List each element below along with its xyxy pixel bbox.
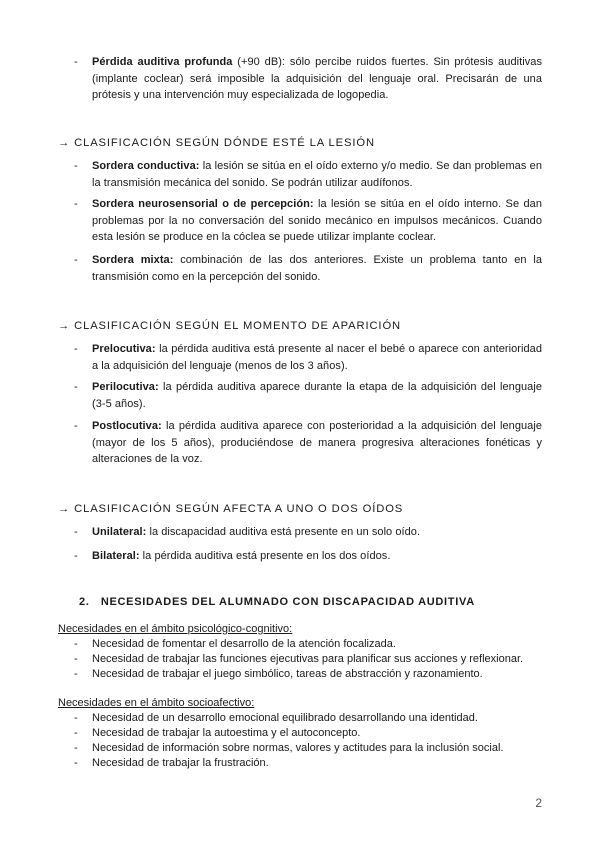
paragraph xyxy=(92,341,542,374)
paragraph xyxy=(92,196,542,246)
description: la pérdida auditiva está presente al nacer el bebé o aparece con anterioridad a la adquisición del lenguaje (menos de los 3 años). xyxy=(92,343,542,372)
paragraph xyxy=(92,158,542,191)
bullet-dash: - xyxy=(74,56,78,68)
bullet-dash: - xyxy=(74,727,78,739)
paragraph xyxy=(92,379,542,412)
bullet-dash: - xyxy=(74,198,78,210)
bullet-dash: - xyxy=(74,742,78,754)
section-heading-lesion: → CLASIFICACIÓN SEGÚN DÓNDE ESTÉ LA LESIÓN xyxy=(58,137,375,149)
term: Sordera neurosensorial o de percepción: xyxy=(92,198,314,210)
need-text: Necesidad de información sobre normas, valores y actitudes para la inclusión social. xyxy=(92,742,504,754)
bullet-dash: - xyxy=(74,712,78,724)
term: Perilocutiva: xyxy=(92,381,159,393)
bullet-dash: - xyxy=(74,668,78,680)
section-heading-oidos: → CLASIFICACIÓN SEGÚN AFECTA A UNO O DOS OÍDOS xyxy=(58,503,404,515)
description: (+90 dB): sólo percibe ruidos fuertes. Sin prótesis auditivas (implante coclear) será imposible la adquisición del lenguaje oral. Precisarán de una prótesis y una intervención muy especializada de logopedia. xyxy=(92,56,542,101)
description: la lesión se sitúa en el oído interno. Se dan problemas por la no conversación del sonido mecánico en impulsos mecánicos. Cuando esta lesión se produce en la cóclea se puede utilizar implante coclear. xyxy=(92,198,542,243)
section-heading-momento: → CLASIFICACIÓN SEGÚN EL MOMENTO DE APARICIÓN xyxy=(58,320,402,332)
need-text: Necesidad de un desarrollo emocional equilibrado desarrollando una identidad. xyxy=(92,712,478,724)
bullet-dash: - xyxy=(74,420,78,432)
bullet-dash: - xyxy=(74,254,78,266)
bullet-dash: - xyxy=(74,526,78,538)
need-text: Necesidad de fomentar el desarrollo de la atención focalizada. xyxy=(92,638,396,650)
term: Sordera mixta: xyxy=(92,254,174,266)
description: la pérdida auditiva aparece con posterioridad a la adquisición del lenguaje (mayor de los 5 años), produciéndose de manera progresiva alteraciones fonéticas y alteraciones de la voz. xyxy=(92,420,542,465)
description: la lesión se sitúa en el oído externo y/o medio. Se dan problemas en la transmisión mecánica del sonido. Se podrán utilizar audífonos. xyxy=(92,160,542,189)
term: Sordera conductiva: xyxy=(92,160,200,172)
paragraph xyxy=(92,548,542,565)
bullet-dash: - xyxy=(74,343,78,355)
description: combinación de las dos anteriores. Existe un problema tanto en la transmisión como en la percepción del sonido. xyxy=(92,254,542,283)
paragraph xyxy=(92,54,542,104)
need-text: Necesidad de trabajar las funciones ejecutivas para planificar sus acciones y reflexionar. xyxy=(92,653,524,665)
bullet-dash: - xyxy=(74,638,78,650)
paragraph xyxy=(92,252,542,285)
term: Pérdida auditiva profunda xyxy=(92,56,233,68)
term: Prelocutiva: xyxy=(92,343,156,355)
page-number: 2 xyxy=(535,796,542,810)
subheading-socioafectivo: Necesidades en el ámbito socioafectivo: xyxy=(58,697,255,709)
paragraph xyxy=(92,418,542,468)
term: Bilateral: xyxy=(92,550,140,562)
description: la pérdida auditiva aparece durante la etapa de la adquisición del lenguaje (3-5 años). xyxy=(92,381,542,410)
section-2-heading xyxy=(79,595,559,609)
paragraph xyxy=(92,524,542,541)
term: Unilateral: xyxy=(92,526,147,538)
bullet-dash: - xyxy=(74,653,78,665)
description: la pérdida auditiva está presente en los dos oídos. xyxy=(139,550,391,562)
bullet-dash: - xyxy=(74,757,78,769)
need-text: Necesidad de trabajar la autoestima y el autoconcepto. xyxy=(92,727,361,739)
description: la discapacidad auditiva está presente en un solo oído. xyxy=(146,526,421,538)
section-title: NECESIDADES DEL ALUMNADO CON DISCAPACIDAD AUDITIVA xyxy=(100,596,475,608)
need-text: Necesidad de trabajar el juego simbólico, tareas de abstracción y razonamiento. xyxy=(92,668,483,680)
bullet-dash: - xyxy=(74,550,78,562)
subheading-cognitivo: Necesidades en el ámbito psicológico-cognitivo: xyxy=(58,623,293,635)
section-number: 2. xyxy=(79,596,90,608)
term: Postlocutiva: xyxy=(92,420,162,432)
need-text: Necesidad de trabajar la frustración. xyxy=(92,757,269,769)
bullet-dash: - xyxy=(74,381,78,393)
bullet-dash: - xyxy=(74,160,78,172)
